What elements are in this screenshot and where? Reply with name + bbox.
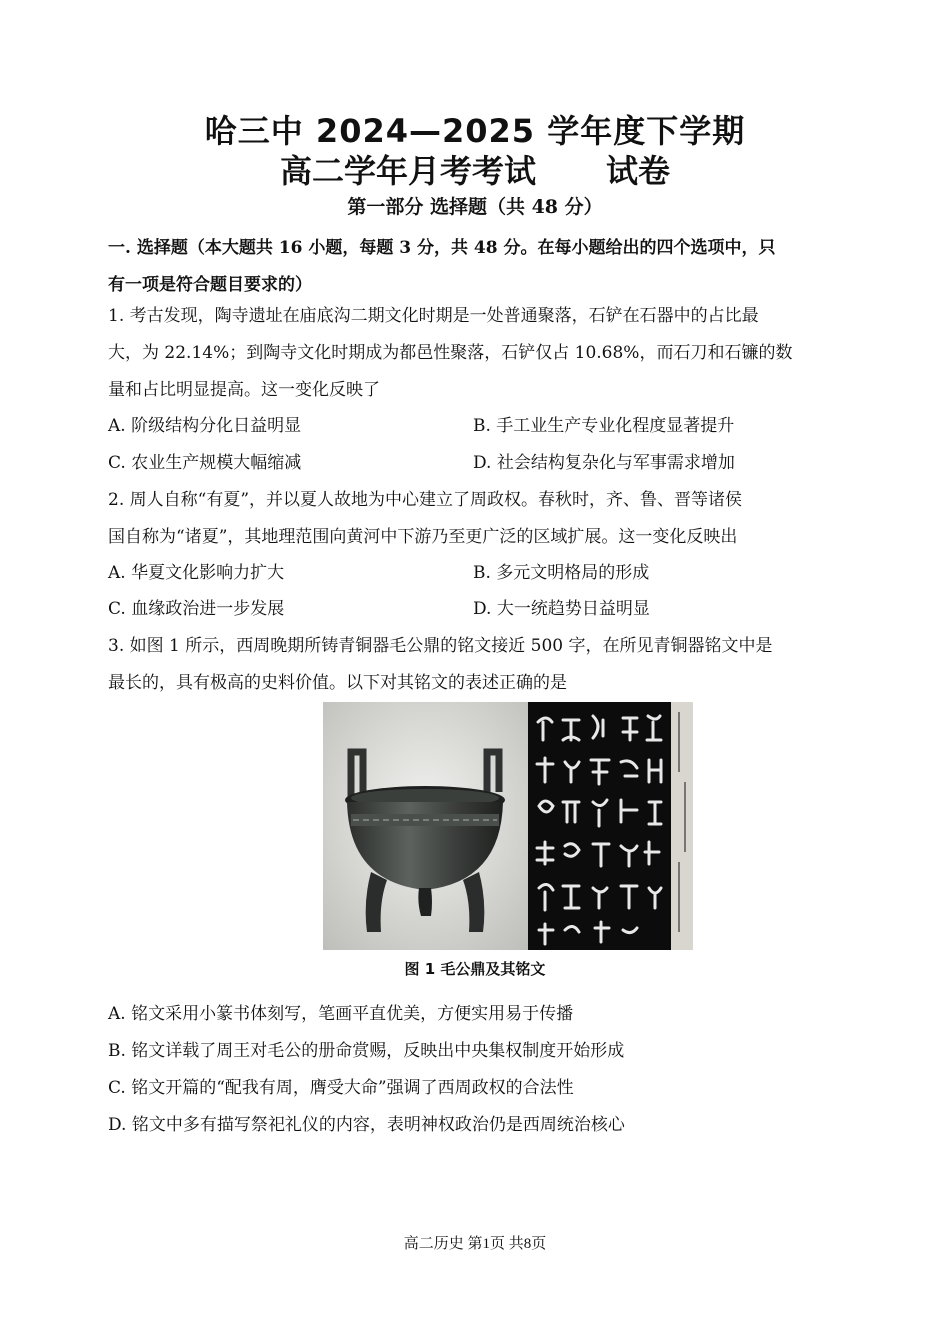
question-1-option-b: B. 手工业生产专业化程度显著提升	[473, 416, 735, 436]
stem-line: 2. 周人自称“有夏”，并以夏人故地为中心建立了周政权。春秋时，齐、鲁、晋等诸侯	[108, 490, 743, 510]
question-1-option-c: C. 农业生产规模大幅缩减	[108, 453, 302, 473]
exam-title: 哈三中 2024—2025 学年度下学期	[204, 112, 746, 150]
question-1-stem	[108, 298, 850, 409]
stem-line: 大，为 22.14%；到陶寺文化时期成为都邑性聚落，石铲仅占 10.68%，而石刀和石镰的数	[108, 343, 793, 363]
stem-line: 1. 考古发现，陶寺遗址在庙底沟二期文化时期是一处普通聚落，石铲在石器中的占比最	[108, 306, 759, 326]
section-heading	[108, 230, 848, 304]
section-heading-line: 有一项是符合题目要求的）	[108, 275, 312, 295]
inscription-rubbing	[528, 702, 693, 950]
question-3-option-b: B. 铭文详载了周王对毛公的册命赏赐，反映出中央集权制度开始形成	[108, 1041, 625, 1061]
question-3-option-a: A. 铭文采用小篆书体刻写，笔画平直优美，方便实用易于传播	[108, 1004, 574, 1024]
figure-maogong-ding	[323, 702, 693, 950]
question-2-option-a: A. 华夏文化影响力扩大	[108, 563, 285, 583]
page-footer: 高二历史 第1页 共8页	[403, 1236, 547, 1252]
question-2-option-c: C. 血缘政治进一步发展	[108, 599, 285, 619]
question-3-option-d: D. 铭文中多有描写祭祀礼仪的内容，表明神权政治仍是西周统治核心	[108, 1115, 625, 1135]
exam-subtitle	[0, 146, 950, 192]
bronze-ding-photo	[323, 702, 528, 950]
question-2-stem	[108, 482, 850, 556]
stem-line: 国自称为“诸夏”，其地理范围向黄河中下游乃至更广泛的区域扩展。这一变化反映出	[108, 527, 738, 547]
question-1-option-d: D. 社会结构复杂化与军事需求增加	[473, 453, 735, 473]
exam-subtitle-left: 高二学年月考考试	[279, 152, 536, 190]
question-3-stem	[108, 628, 850, 702]
question-3-option-c: C. 铭文开篇的“配我有周，膺受大命”强调了西周政权的合法性	[108, 1078, 574, 1098]
stem-line: 3. 如图 1 所示，西周晚期所铸青铜器毛公鼎的铭文接近 500 字，在所见青铜器铭文中是	[108, 636, 773, 656]
question-2-option-d: D. 大一统趋势日益明显	[473, 599, 650, 619]
part-title: 第一部分 选择题（共 48 分）	[347, 196, 603, 218]
figure-caption: 图 1 毛公鼎及其铭文	[404, 960, 546, 978]
section-heading-line: 一. 选择题（本大题共 16 小题，每题 3 分，共 48 分。在每小题给出的四个选项中，只	[108, 238, 776, 258]
exam-subtitle-right: 试卷	[606, 152, 671, 190]
question-2-option-b: B. 多元文明格局的形成	[473, 563, 650, 583]
question-1-option-a: A. 阶级结构分化日益明显	[108, 416, 302, 436]
stem-line: 最长的，具有极高的史料价值。以下对其铭文的表述正确的是	[108, 673, 567, 693]
stem-line: 量和占比明显提高。这一变化反映了	[108, 380, 380, 400]
